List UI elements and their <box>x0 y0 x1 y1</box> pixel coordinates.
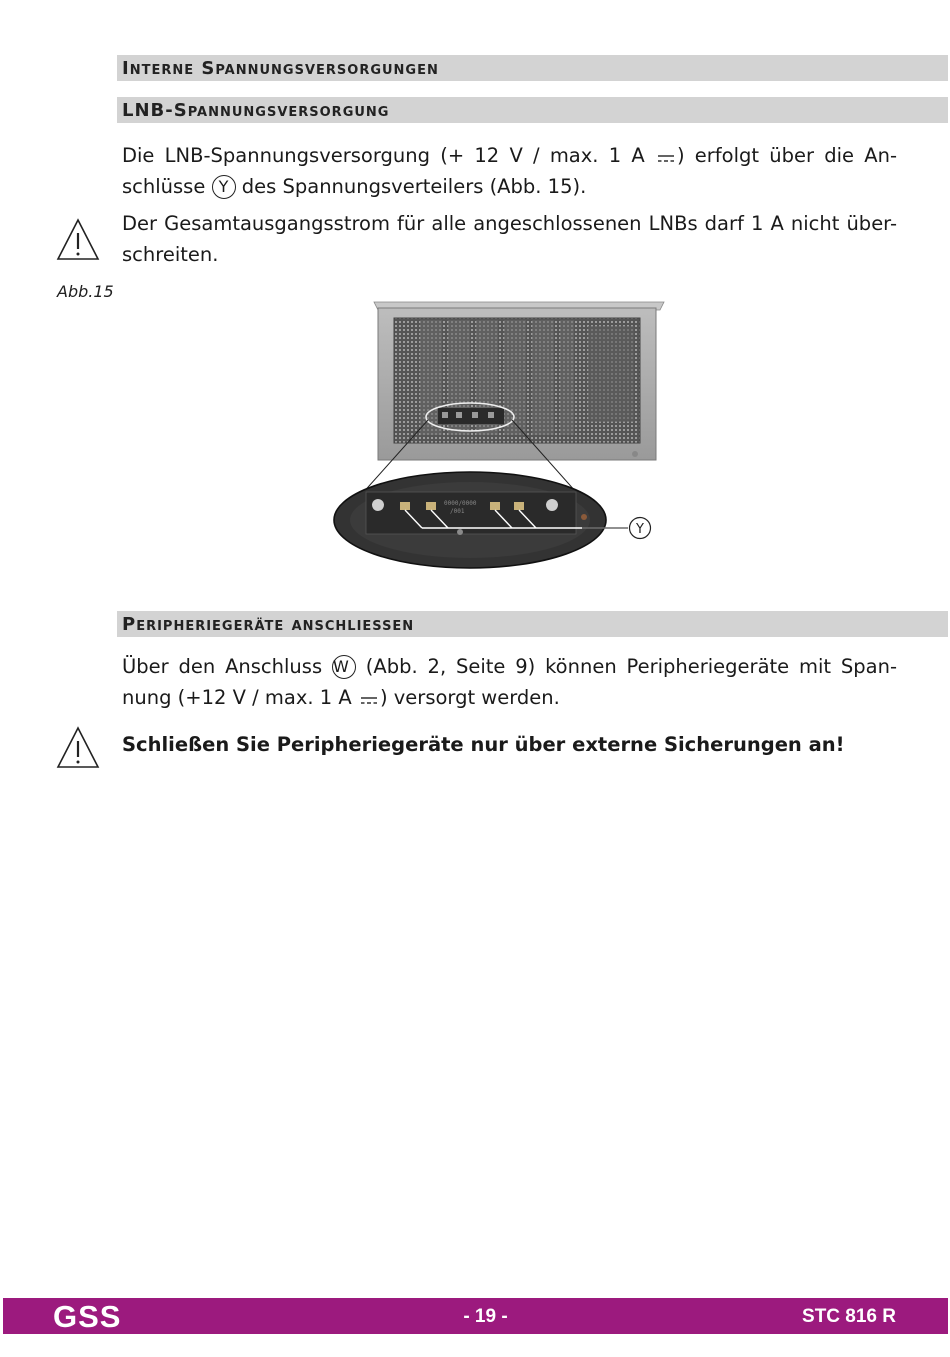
lnb-power-line-2 <box>122 171 897 202</box>
text-fragment: Über den Anschluss <box>122 655 323 678</box>
power-distributor-photo <box>330 300 670 572</box>
page-footer <box>3 1298 948 1334</box>
warning-line-1: Der Gesamtausgangsstrom für alle angeschlossenen LNBs darf 1 A nicht über- <box>122 212 897 235</box>
peripherals-line-1 <box>122 651 897 682</box>
warning-line-2: schreiten. <box>122 243 219 266</box>
warning-icon <box>56 217 100 261</box>
lnb-power-line-1 <box>122 140 897 171</box>
page-number: - 19 - <box>463 1306 508 1327</box>
warning-icon <box>56 725 100 769</box>
marker-y: Y <box>212 175 236 199</box>
section-heading-peripherals: Peripheriegeräte anschliessen <box>117 611 948 637</box>
figure-callout-y: Y <box>636 522 644 537</box>
brand-logo: GSS <box>53 1299 122 1334</box>
peripherals-paragraph <box>122 651 897 713</box>
text-fragment: nung (+12 V / max. 1 A <box>122 686 352 709</box>
section-heading-lnb-power: LNB-Spannungsversorgung <box>117 97 948 123</box>
dc-symbol-icon <box>360 695 378 705</box>
text-fragment: ) versorgt werden. <box>379 686 560 709</box>
lnb-power-paragraph <box>122 140 897 202</box>
marker-w: W <box>332 655 356 679</box>
peripherals-line-2 <box>122 682 897 713</box>
sticker-text-1: 0000/0000 <box>444 500 477 507</box>
figure-label: Abb.15 <box>57 282 114 301</box>
text-fragment: Die LNB-Spannungsversorgung (+ 12 V / max. 1 A <box>122 144 645 167</box>
section-heading-internal-power: Interne Spannungsversorgungen <box>117 55 948 81</box>
dc-symbol-icon <box>657 153 675 163</box>
lnb-current-warning <box>122 208 897 270</box>
peripherals-fuse-warning: Schließen Sie Peripheriegeräte nur über externe Sicherungen an! <box>122 733 845 756</box>
model-name: STC 816 R <box>802 1306 896 1327</box>
text-fragment: des Spannungsverteilers (Abb. 15). <box>241 175 587 198</box>
text-fragment: schlüsse <box>122 175 206 198</box>
text-fragment: (Abb. 2, Seite 9) können Peripheriegeräte mit Span- <box>365 655 897 678</box>
sticker-text-2: /001 <box>450 508 465 515</box>
text-fragment: ) erfolgt über die An- <box>676 144 897 167</box>
